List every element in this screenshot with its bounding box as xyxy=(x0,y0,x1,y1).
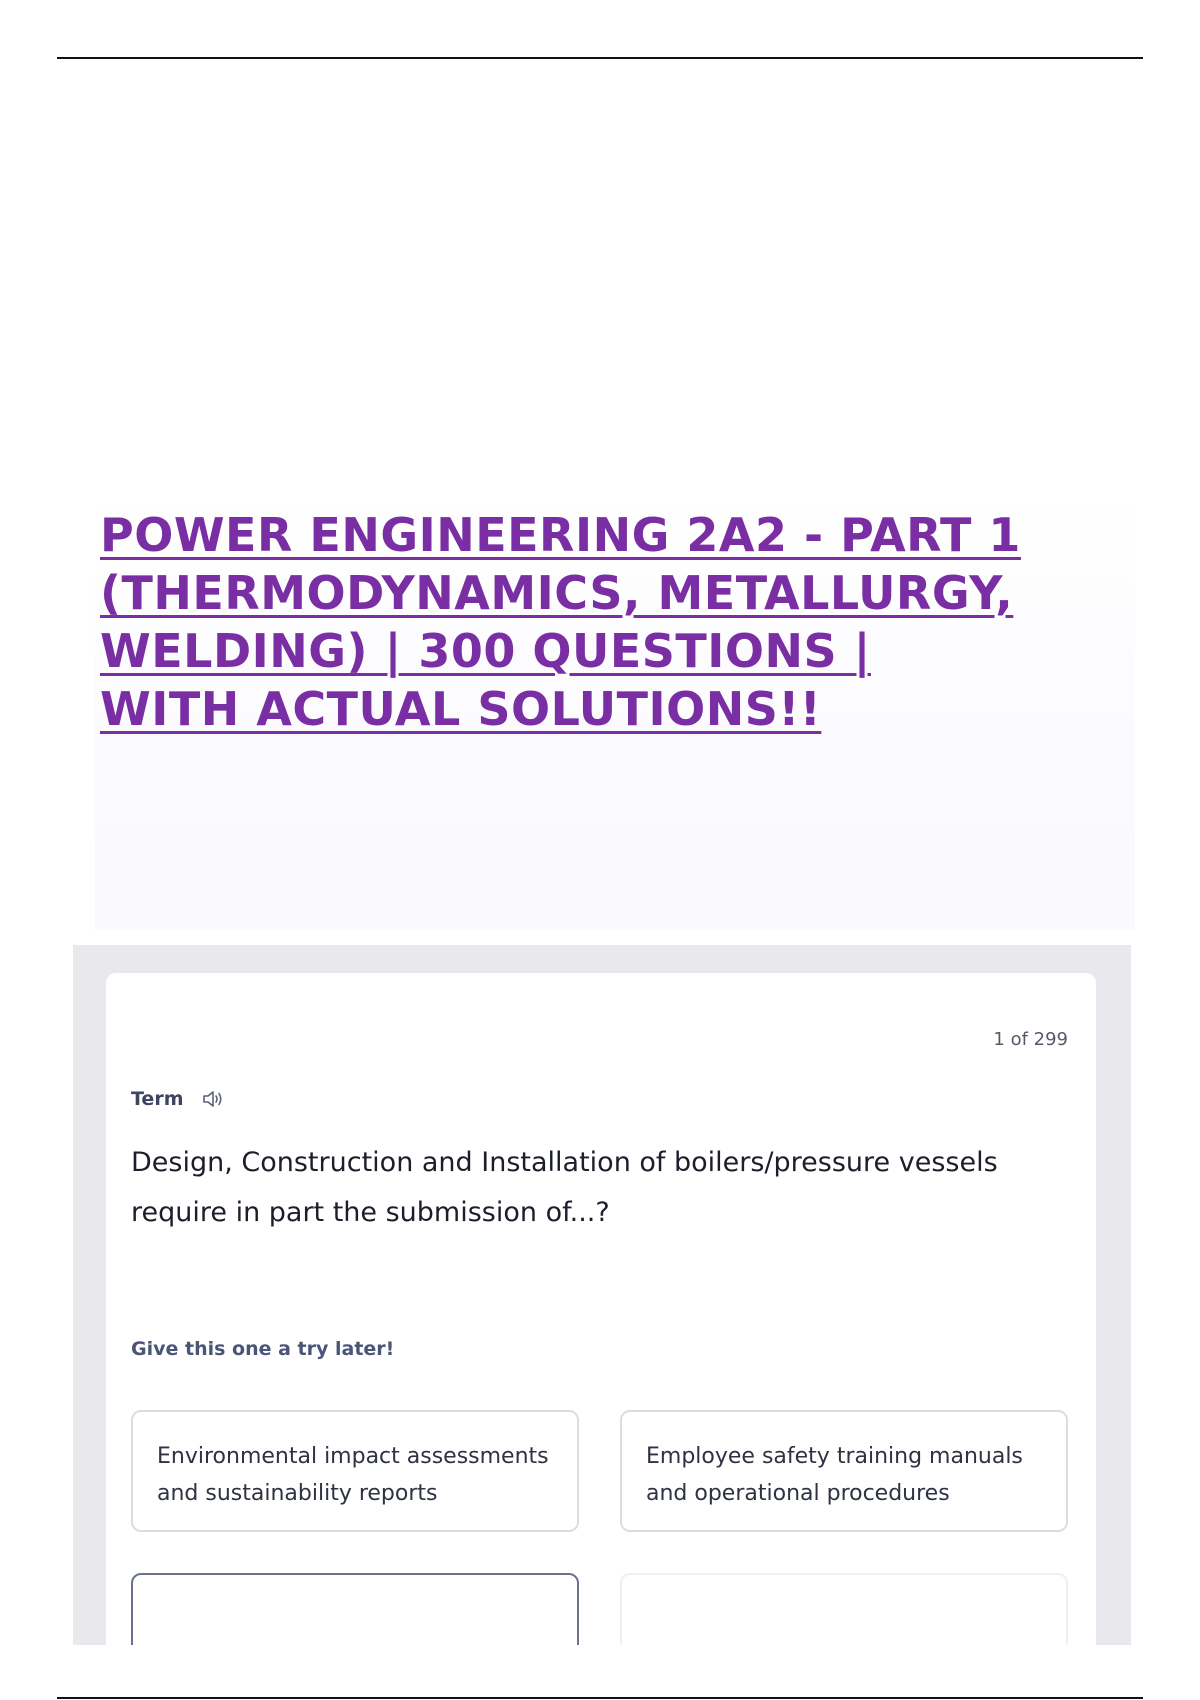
question-line: require in part the submission of...? xyxy=(131,1197,610,1228)
option-line: and operational procedures xyxy=(646,1481,950,1506)
top-rule xyxy=(57,57,1143,59)
title-link-line-4[interactable]: WITH ACTUAL SOLUTIONS!! xyxy=(100,682,822,736)
title-link-line-1[interactable]: POWER ENGINEERING 2A2 - PART 1 xyxy=(100,508,1021,562)
flashcard-screenshot xyxy=(73,945,1131,1645)
speaker-icon[interactable] xyxy=(202,1089,224,1109)
option-line: and sustainability reports xyxy=(157,1481,438,1506)
flashcard xyxy=(106,973,1096,1645)
answer-option-3[interactable] xyxy=(131,1573,579,1645)
answer-option-2[interactable] xyxy=(620,1410,1068,1532)
bottom-rule xyxy=(57,1697,1143,1699)
answer-option-4[interactable] xyxy=(620,1573,1068,1645)
title-link-line-3[interactable]: WELDING) | 300 QUESTIONS | xyxy=(100,624,871,678)
term-header xyxy=(131,1088,224,1110)
card-counter: 1 of 299 xyxy=(993,1029,1068,1050)
option-line: Environmental impact assessments xyxy=(157,1444,549,1469)
question-line: Design, Construction and Installation of boilers/pressure vessels xyxy=(131,1147,998,1178)
answer-option-1[interactable] xyxy=(131,1410,579,1532)
try-later-link[interactable]: Give this one a try later! xyxy=(131,1338,395,1360)
option-line: Employee safety training manuals xyxy=(646,1444,1023,1469)
document-title xyxy=(100,506,1110,738)
title-link-line-2[interactable]: (THERMODYNAMICS, METALLURGY, xyxy=(100,566,1014,620)
term-label: Term xyxy=(131,1088,184,1110)
question-text xyxy=(131,1138,1031,1238)
